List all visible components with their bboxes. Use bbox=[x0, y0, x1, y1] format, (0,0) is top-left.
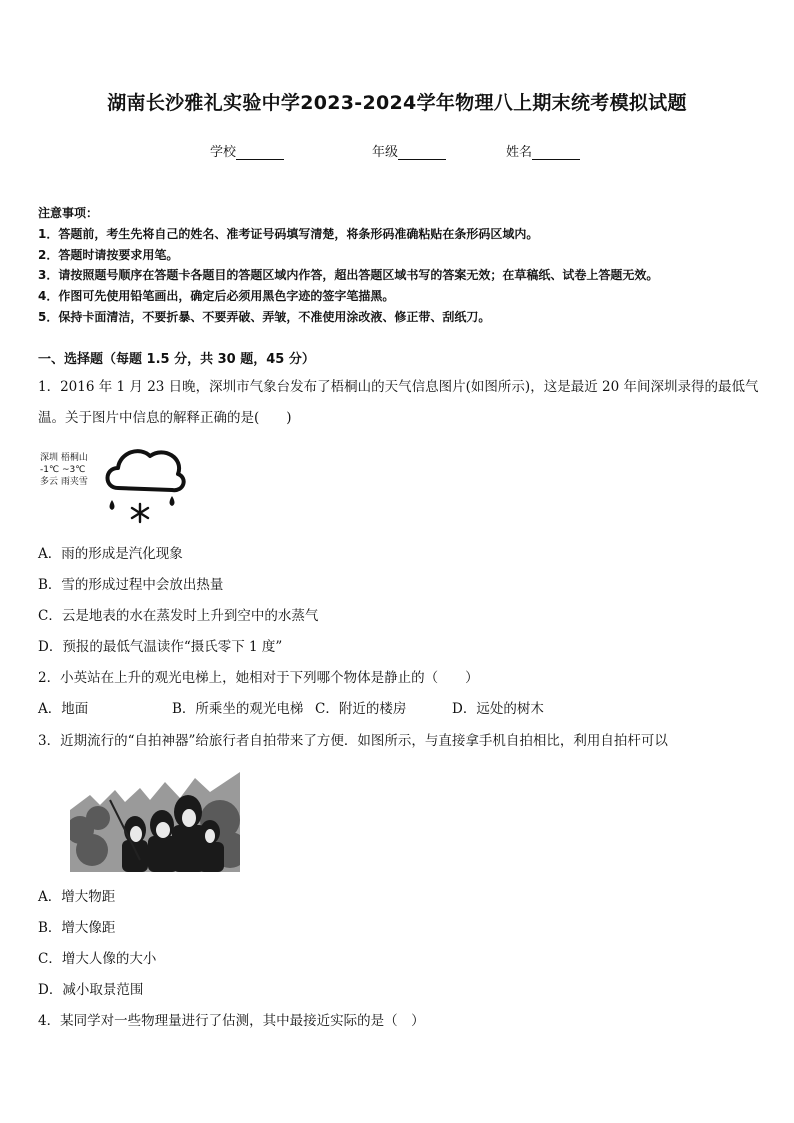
q3-option-b[interactable]: B．增大像距 bbox=[38, 920, 116, 936]
name-label: 姓名 bbox=[506, 145, 533, 160]
q2-option-b[interactable]: B．所乘坐的观光电梯 bbox=[172, 701, 304, 717]
note-item: 2．答题时请按要求用笔。 bbox=[38, 248, 179, 262]
name-blank[interactable] bbox=[532, 146, 580, 160]
notes-heading: 注意事项： bbox=[38, 206, 99, 220]
question-1-line1: 1．2016 年 1 月 23 日晚，深圳市气象台发布了梧桐山的天气信息图片(如图所示)，这是最近 20 年间深圳录得的最低气 bbox=[38, 379, 759, 395]
q2-option-d[interactable]: D．远处的树木 bbox=[452, 701, 544, 717]
note-item: 4．作图可先使用铅笔画出，确定后必须用黑色字迹的签字笔描黑。 bbox=[38, 289, 395, 303]
weather-location: 深圳 梧桐山 bbox=[40, 453, 88, 463]
q1-option-a[interactable]: A．雨的形成是汽化现象 bbox=[38, 546, 183, 562]
note-item: 5．保持卡面清洁，不要折暴、不要弄破、弄皱，不准使用涂改液、修正带、刮纸刀。 bbox=[38, 310, 491, 324]
grade-label: 年级 bbox=[372, 145, 399, 160]
q1-option-c[interactable]: C．云是地表的水在蒸发时上升到空中的水蒸气 bbox=[38, 608, 319, 624]
weather-forecast-image bbox=[38, 436, 188, 528]
q3-option-c[interactable]: C．增大人像的大小 bbox=[38, 951, 157, 967]
weather-condition: 多云 雨夹雪 bbox=[40, 477, 88, 487]
school-blank[interactable] bbox=[236, 146, 284, 160]
q1-option-d[interactable]: D．预报的最低气温读作“摄氏零下 1 度” bbox=[38, 639, 283, 655]
section-title: 一、选择题（每题 1.5 分，共 30 题，45 分） bbox=[38, 352, 315, 367]
question-3-stem: 3．近期流行的“自拍神器”给旅行者自拍带来了方便．如图所示，与直接拿手机自拍相比，利用自拍杆可以 bbox=[38, 733, 668, 749]
school-field bbox=[210, 141, 284, 160]
weather-image-text bbox=[40, 452, 88, 488]
selfie-stick-photo bbox=[70, 770, 240, 872]
question-2-stem: 2．小英站在上升的观光电梯上，她相对于下列哪个物体是静止的（ ） bbox=[38, 670, 479, 686]
name-field bbox=[506, 141, 580, 160]
question-1-line2: 温。关于图片中信息的解释正确的是( ) bbox=[38, 410, 292, 426]
question-4-stem: 4．某同学对一些物理量进行了估测，其中最接近实际的是（ ） bbox=[38, 1013, 425, 1029]
q2-option-a[interactable]: A．地面 bbox=[38, 701, 89, 717]
q1-option-b[interactable]: B．雪的形成过程中会放出热量 bbox=[38, 577, 224, 593]
note-item: 1．答题前，考生先将自己的姓名、准考证号码填写清楚，将条形码准确粘贴在条形码区域内。 bbox=[38, 227, 539, 241]
school-label: 学校 bbox=[210, 145, 237, 160]
q2-option-c[interactable]: C．附近的楼房 bbox=[315, 701, 407, 717]
q3-option-a[interactable]: A．增大物距 bbox=[38, 889, 116, 905]
note-item: 3．请按照题号顺序在答题卡各题目的答题区域内作答，超出答题区域书写的答案无效；在草稿纸、试卷上答题无效。 bbox=[38, 268, 659, 282]
weather-temperature: -1℃ ~3℃ bbox=[40, 465, 86, 475]
page-title: 湖南长沙雅礼实验中学2023-2024学年物理八上期末统考模拟试题 bbox=[107, 92, 687, 114]
cloud-snow-icon bbox=[100, 436, 188, 528]
grade-blank[interactable] bbox=[398, 146, 446, 160]
q3-option-d[interactable]: D．减小取景范围 bbox=[38, 982, 144, 998]
grade-field bbox=[372, 141, 446, 160]
